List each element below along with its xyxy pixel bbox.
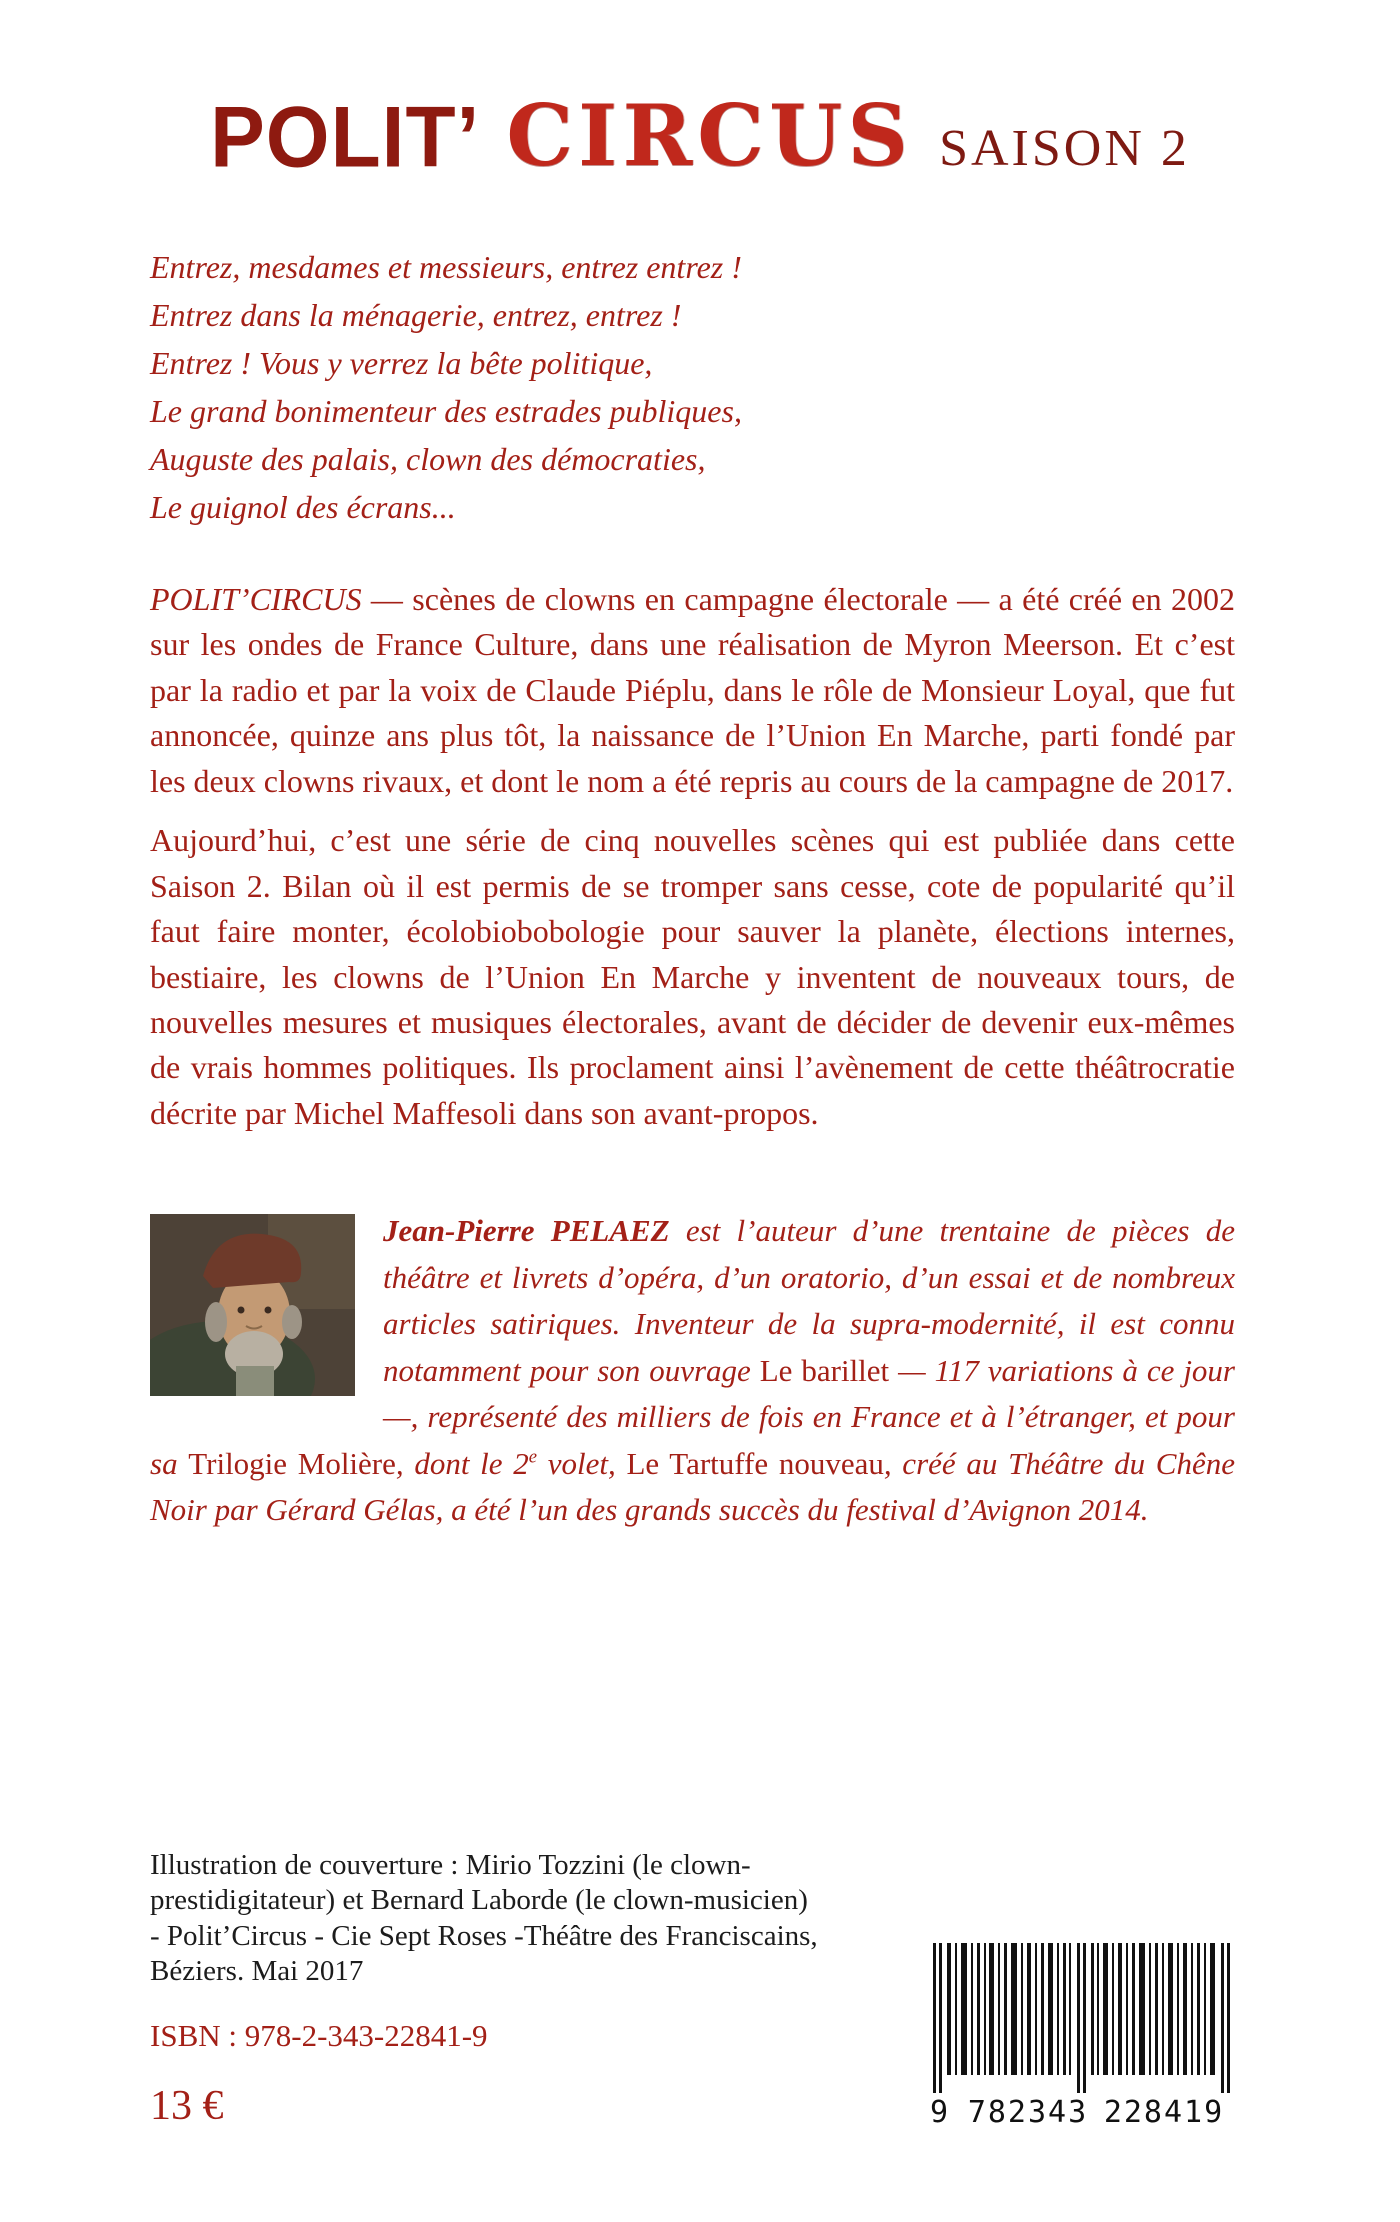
intro-poem	[150, 243, 1235, 531]
poem-line: Entrez ! Vous y verrez la bête politique,	[150, 345, 653, 381]
barcode-digit-group: 782343	[967, 2095, 1089, 2130]
title-block	[0, 86, 1400, 185]
barcode-bars	[930, 1943, 1232, 2093]
author-portrait-illustration	[150, 1214, 355, 1396]
text-segment: Le barillet	[759, 1352, 890, 1388]
text-segment: volet,	[537, 1445, 627, 1481]
paragraph-1	[150, 577, 1235, 804]
title-circus: CIRCUS	[506, 86, 914, 185]
text-segment: Aujourd’hui, c’est une série de cinq nouvelles scènes qui est publiée dans cette Saison 2. Bilan où il est permis de se tromper sans cesse, cote de popularité qu’il faut faire monter, écolobiobobologie pour sauver la planète, élections internes, bestiaire, les clowns de l’Union En Marche y inventent de nouveaux tours, de nouvelles mesures et musiques électorales, avant de décider de devenir eux-mêmes de vrais hommes politiques. Ils proclament ainsi l’avènement de cette théâtrocratie décrite par Michel Maffesoli dans son avant-propos.	[150, 822, 1235, 1131]
barcode-digit-group: 228419	[1103, 2095, 1225, 2130]
text-segment: , créé au Théâtre du Chêne Noir par Gérard Gélas, a été l’un des grands succès du festival d’Avignon 2014.	[150, 1445, 1235, 1528]
barcode	[930, 1943, 1232, 2130]
barcode-digit-group: 9	[930, 2095, 951, 2130]
credit-line: Béziers. Mai 2017	[150, 1955, 364, 1988]
text-segment: — scènes de clowns en campagne électorale — a été créé en 2002 sur les ondes de France Culture, dans une réalisation de Myron Meerson. Et c’est par la radio et par la voix de Claude Piéplu, dans le rôle de Monsieur Loyal, que fut annoncée, quinze ans plus tôt, la naissance de l’Union En Marche, parti fondé par les deux clowns rivaux, et dont le nom a été repris au cours de la campagne de 2017.	[150, 581, 1235, 799]
credit-line: Illustration de couverture : Mirio Tozzini (le clown-	[150, 1849, 751, 1881]
text-segment: e	[528, 1446, 538, 1468]
author-bio	[150, 1208, 1235, 1534]
isbn: ISBN : 978-2-343-22841-9	[150, 2018, 488, 2053]
title-polit: POLIT’	[210, 89, 481, 186]
paragraph-2	[150, 818, 1235, 1136]
title-season: SAISON 2	[939, 120, 1190, 177]
text-segment: POLIT’CIRCUS	[150, 581, 362, 617]
price: 13 €	[150, 2083, 224, 2129]
credit-line: - Polit’Circus - Cie Sept Roses -Théâtre des Franciscains,	[150, 1919, 818, 1952]
cover-credits	[150, 1848, 830, 1990]
author-photo	[150, 1214, 355, 1396]
barcode-number	[930, 2095, 1232, 2130]
poem-line: Le guignol des écrans...	[150, 489, 456, 525]
text-segment: Jean-Pierre PELAEZ	[383, 1213, 686, 1249]
text-segment: Trilogie Molière	[188, 1445, 396, 1481]
text-segment: — 117 variations à ce jour —, représenté des milliers de fois en France et à l’étranger, et pour sa	[150, 1352, 1235, 1481]
poem-line: Auguste des palais, clown des démocraties,	[150, 441, 706, 477]
text-segment: , dont le 2	[395, 1445, 529, 1481]
description-block	[150, 577, 1235, 1136]
poem-line: Entrez, mesdames et messieurs, entrez entrez !	[150, 249, 742, 285]
poem-line: Entrez dans la ménagerie, entrez, entrez !	[150, 297, 682, 333]
text-segment: est l’auteur d’une trentaine de pièces de théâtre et livrets d’opéra, d’un oratorio, d’un essai et de nombreux articles satiriques. Inventeur de la supra-modernité, il est connu notamment pour son ouvrage	[383, 1213, 1235, 1388]
poem-line: Le grand bonimenteur des estrades publiques,	[150, 393, 742, 429]
text-segment: Le Tartuffe nouveau	[626, 1445, 884, 1481]
credit-line: prestidigitateur) et Bernard Laborde (le clown-musicien)	[150, 1884, 808, 1917]
